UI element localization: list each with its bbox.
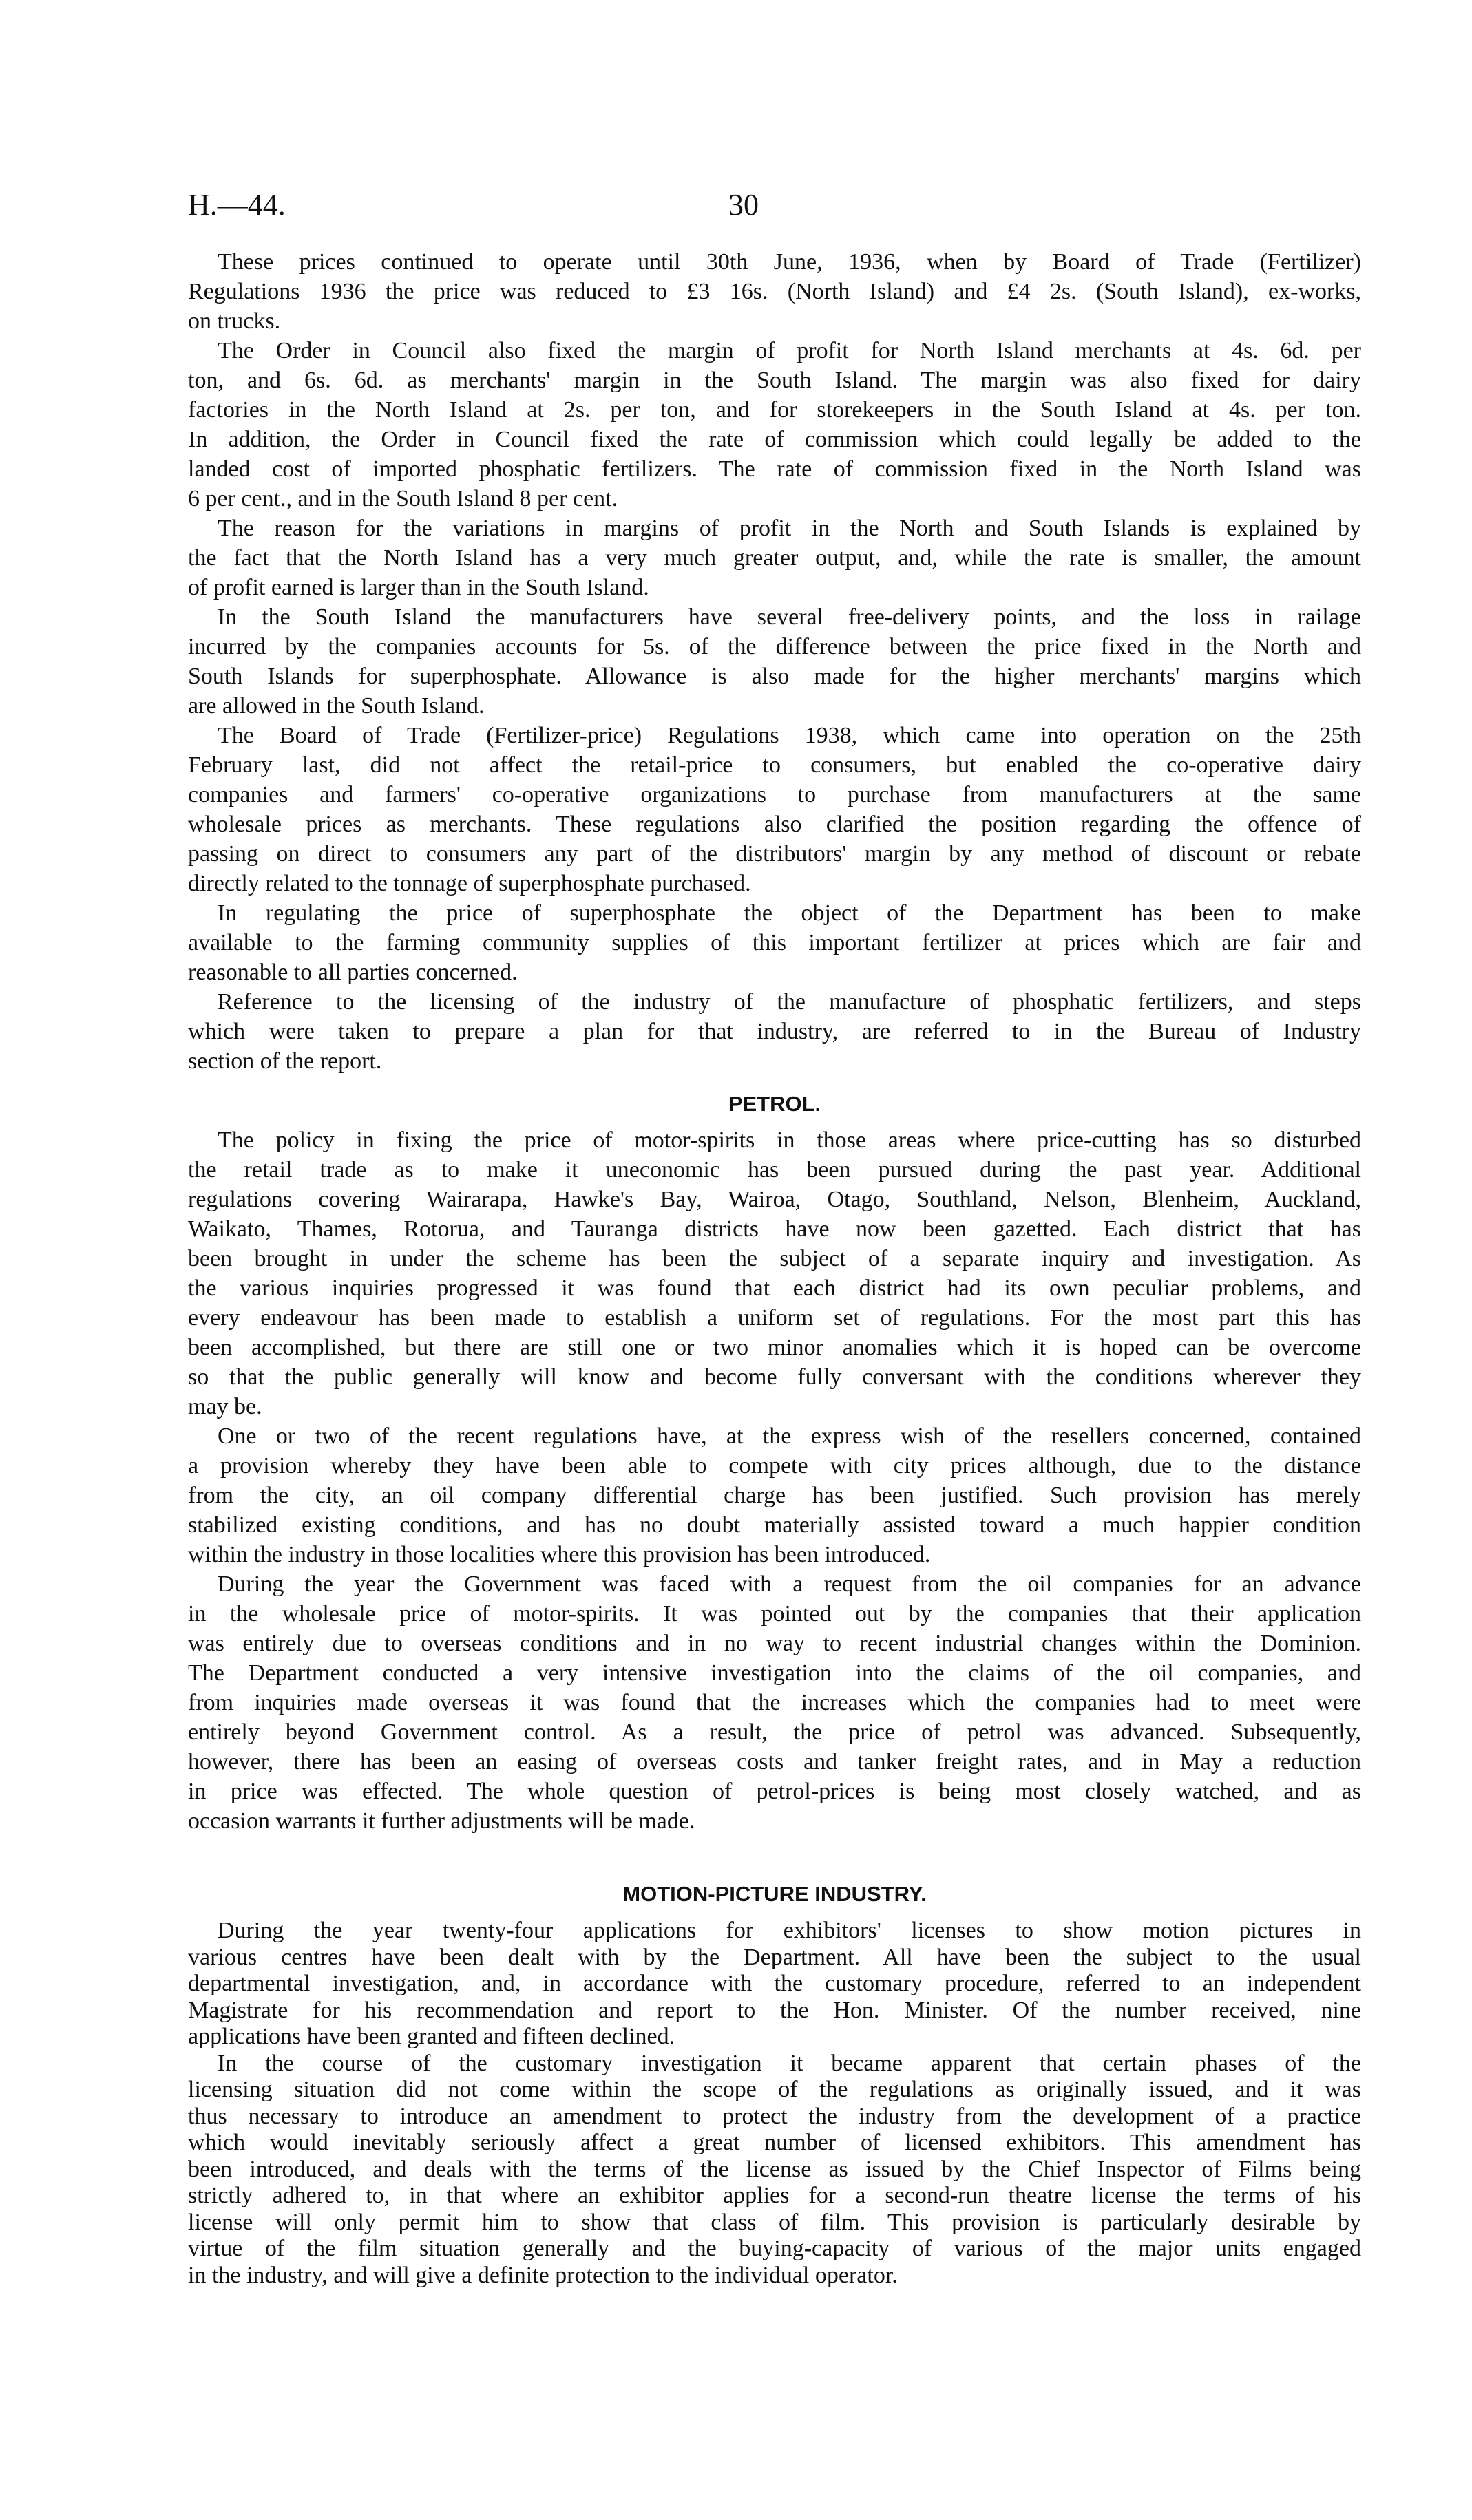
text-line: Magistrate for his recommendation and report to the Hon. Minister. Of the number received, nine bbox=[188, 1997, 1361, 2023]
text-line: companies and farmers' co-operative organizations to purchase from manufacturers at the same bbox=[188, 782, 1361, 807]
text-line: occasion warrants it further adjustments will be made. bbox=[188, 1808, 695, 1834]
paragraph bbox=[188, 1421, 1361, 1569]
text-line: various centres have been dealt with by the Department. All have been the subject to the usual bbox=[188, 1944, 1361, 1970]
text-line: available to the farming community supplies of this important fertilizer at prices which are fair and bbox=[188, 930, 1361, 955]
text-line: During the year the Government was faced with a request from the oil companies for an advance bbox=[218, 1571, 1361, 1597]
text-line: departmental investigation, and, in accordance with the customary procedure, referred to an independent bbox=[188, 1971, 1361, 1996]
text-line: within the industry in those localities where this provision has been introduced. bbox=[188, 1542, 931, 1567]
paragraph bbox=[188, 1918, 1361, 2051]
text-line: directly related to the tonnage of superphosphate purchased. bbox=[188, 871, 751, 896]
text-line: been introduced, and deals with the terms of the license as issued by the Chief Inspector of Films being bbox=[188, 2156, 1361, 2182]
text-line: These prices continued to operate until 30th June, 1936, when by Board of Trade (Fertilizer) bbox=[218, 249, 1361, 275]
text-line: applications have been granted and fifteen declined. bbox=[188, 2024, 675, 2049]
text-line: licensing situation did not come within the scope of the regulations as originally issued, and it was bbox=[188, 2077, 1361, 2102]
section-heading-motion-picture: MOTION-PICTURE INDUSTRY. bbox=[622, 1882, 927, 1906]
text-line: One or two of the recent regulations have, at the express wish of the resellers concerned, contained bbox=[218, 1423, 1361, 1449]
text-line: 6 per cent., and in the South Island 8 per cent. bbox=[188, 486, 618, 511]
text-line: reasonable to all parties concerned. bbox=[188, 960, 518, 985]
paragraph bbox=[188, 1569, 1361, 1836]
text-line: section of the report. bbox=[188, 1048, 382, 1074]
text-line: may be. bbox=[188, 1394, 262, 1419]
text-line: strictly adhered to, in that where an exhibitor applies for a second-run theatre license the terms of his bbox=[188, 2183, 1361, 2208]
text-line: The Board of Trade (Fertilizer-price) Regulations 1938, which came into operation on the 25th bbox=[218, 723, 1361, 748]
text-line: factories in the North Island at 2s. per ton, and for storekeepers in the South Island at 4s. per ton. bbox=[188, 397, 1361, 423]
document-reference: H.—44. bbox=[188, 188, 286, 222]
paragraph bbox=[188, 247, 1361, 336]
text-line: February last, did not affect the retail-price to consumers, but enabled the co-operative dairy bbox=[188, 752, 1361, 778]
text-line: Reference to the licensing of the industry of the manufacture of phosphatic fertilizers, and steps bbox=[218, 989, 1361, 1015]
text-line: from the city, an oil company differential charge has been justified. Such provision has merely bbox=[188, 1483, 1361, 1508]
petrol-section bbox=[188, 1125, 1361, 1836]
text-line: regulations covering Wairarapa, Hawke's Bay, Wairoa, Otago, Southland, Nelson, Blenheim, Auckland, bbox=[188, 1187, 1361, 1212]
text-line: ton, and 6s. 6d. as merchants' margin in the South Island. The margin was also fixed for dairy bbox=[188, 368, 1361, 393]
section-heading-petrol: PETROL. bbox=[728, 1092, 821, 1116]
text-line: stabilized existing conditions, and has no doubt materially assisted toward a much happier condition bbox=[188, 1512, 1361, 1538]
text-line: In the course of the customary investigation it became apparent that certain phases of the bbox=[218, 2050, 1361, 2076]
text-line: been brought in under the scheme has been the subject of a separate inquiry and investigation. As bbox=[188, 1246, 1361, 1271]
text-line: landed cost of imported phosphatic fertilizers. The rate of commission fixed in the North Island was bbox=[188, 456, 1361, 482]
paragraph bbox=[188, 721, 1361, 898]
text-line: the various inquiries progressed it was found that each district had its own peculiar problems, and bbox=[188, 1275, 1361, 1301]
text-line: The policy in fixing the price of motor-spirits in those areas where price-cutting has so disturbed bbox=[218, 1127, 1361, 1153]
text-line: which were taken to prepare a plan for that industry, are referred to in the Bureau of Industry bbox=[188, 1019, 1361, 1044]
text-line: wholesale prices as merchants. These regulations also clarified the position regarding the offence of bbox=[188, 812, 1361, 837]
text-line: the retail trade as to make it uneconomic has been pursued during the past year. Additional bbox=[188, 1157, 1361, 1183]
text-line: In regulating the price of superphosphate the object of the Department has been to make bbox=[218, 900, 1361, 926]
text-line: are allowed in the South Island. bbox=[188, 693, 485, 719]
text-line: was entirely due to overseas conditions and in no way to recent industrial changes within the Dominion. bbox=[188, 1631, 1361, 1656]
text-line: The Order in Council also fixed the margin of profit for North Island merchants at 4s. 6d. per bbox=[218, 338, 1361, 363]
text-line: however, there has been an easing of overseas costs and tanker freight rates, and in May a reduction bbox=[188, 1749, 1361, 1775]
text-line: Waikato, Thames, Rotorua, and Tauranga districts have now been gazetted. Each district that has bbox=[188, 1216, 1361, 1242]
text-line: in price was effected. The whole question of petrol-prices is being most closely watched, and as bbox=[188, 1779, 1361, 1804]
page-number: 30 bbox=[728, 188, 759, 222]
text-line: which would inevitably seriously affect a great number of licensed exhibitors. This amendment has bbox=[188, 2130, 1361, 2155]
text-line: so that the public generally will know and become fully conversant with the conditions wherever they bbox=[188, 1364, 1361, 1390]
text-line: thus necessary to introduce an amendment to protect the industry from the development of a practice bbox=[188, 2103, 1361, 2129]
paragraph bbox=[188, 336, 1361, 513]
text-line: During the year twenty-four applications for exhibitors' licenses to show motion pictures in bbox=[218, 1918, 1361, 1943]
paragraph bbox=[188, 898, 1361, 987]
text-line: passing on direct to consumers any part of the distributors' margin by any method of discount or rebate bbox=[188, 841, 1361, 867]
paragraph bbox=[188, 602, 1361, 721]
fertilizer-prices-section bbox=[188, 247, 1361, 1076]
paragraph bbox=[188, 987, 1361, 1076]
text-line: in the industry, and will give a definite protection to the individual operator. bbox=[188, 2262, 898, 2288]
text-line: virtue of the film situation generally and the buying-capacity of various of the major units engaged bbox=[188, 2236, 1361, 2261]
text-line: The reason for the variations in margins of profit in the North and South Islands is explained by bbox=[218, 516, 1361, 541]
text-line: of profit earned is larger than in the South Island. bbox=[188, 575, 649, 600]
text-line: entirely beyond Government control. As a result, the price of petrol was advanced. Subsequently, bbox=[188, 1719, 1361, 1745]
text-line: license will only permit him to show that class of film. This provision is particularly desirable by bbox=[188, 2209, 1361, 2235]
text-line: incurred by the companies accounts for 5s. of the difference between the price fixed in the North and bbox=[188, 634, 1361, 659]
text-line: in the wholesale price of motor-spirits. It was pointed out by the companies that their application bbox=[188, 1601, 1361, 1627]
text-line: every endeavour has been made to establish a uniform set of regulations. For the most part this has bbox=[188, 1305, 1361, 1331]
text-line: In addition, the Order in Council fixed the rate of commission which could legally be added to the bbox=[188, 427, 1361, 452]
text-line: been accomplished, but there are still one or two minor anomalies which it is hoped can be overcome bbox=[188, 1335, 1361, 1360]
paragraph bbox=[188, 2051, 1361, 2289]
text-line: from inquiries made overseas it was found that the increases which the companies had to meet were bbox=[188, 1690, 1361, 1715]
paragraph bbox=[188, 513, 1361, 602]
text-line: a provision whereby they have been able to compete with city prices although, due to the distance bbox=[188, 1453, 1361, 1479]
paragraph bbox=[188, 1125, 1361, 1421]
text-line: South Islands for superphosphate. Allowance is also made for the higher merchants' margins which bbox=[188, 664, 1361, 689]
text-line: the fact that the North Island has a very much greater output, and, while the rate is smaller, the amount bbox=[188, 545, 1361, 571]
text-line: on trucks. bbox=[188, 308, 281, 334]
motion-picture-section bbox=[188, 1918, 1361, 2289]
text-line: The Department conducted a very intensive investigation into the claims of the oil companies, and bbox=[188, 1660, 1361, 1686]
text-line: Regulations 1936 the price was reduced to £3 16s. (North Island) and £4 2s. (South Island), ex-works, bbox=[188, 279, 1361, 304]
text-line: In the South Island the manufacturers have several free-delivery points, and the loss in railage bbox=[218, 604, 1361, 630]
